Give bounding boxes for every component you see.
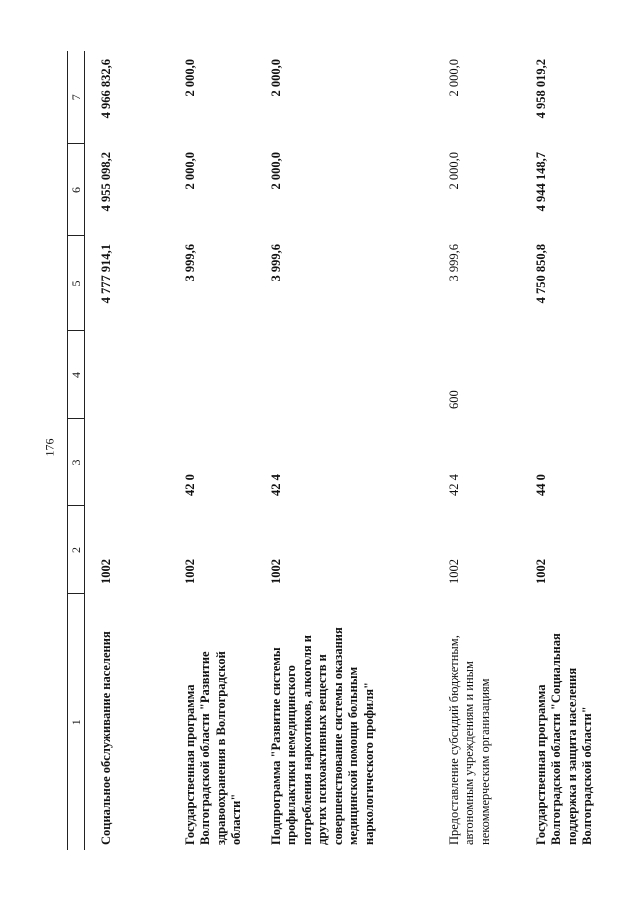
column-header-6: 6 bbox=[68, 144, 85, 236]
program-code-cell: 44 0 bbox=[533, 474, 548, 496]
amount-col7-cell: 4 966 832,6 bbox=[99, 59, 113, 119]
amount-col5-cell: 4 750 850,8 bbox=[533, 244, 548, 304]
amount-col5-cell: 3 999,6 bbox=[268, 244, 283, 282]
amount-col7-cell: 2 000,0 bbox=[446, 59, 461, 97]
amount-col6-cell: 4 955 098,2 bbox=[99, 152, 113, 212]
program-code-cell: 42 4 bbox=[446, 474, 461, 496]
rotated-table-container bbox=[67, 51, 618, 850]
column-header-2: 2 bbox=[68, 506, 85, 594]
amount-col5-cell: 3 999,6 bbox=[182, 244, 197, 282]
amount-col7-cell: 4 958 019,2 bbox=[533, 59, 548, 119]
column-header-3: 3 bbox=[68, 419, 85, 506]
program-code-cell: 42 0 bbox=[182, 474, 197, 496]
expense-type-cell bbox=[85, 331, 181, 419]
expense-type-cell bbox=[532, 331, 640, 419]
column-header-5: 5 bbox=[68, 236, 85, 331]
expense-type-cell bbox=[181, 331, 267, 419]
row-name-cell: Государственная программа Волгоградской области "Развитие здравоохранения в Волгоградской области" bbox=[182, 651, 243, 845]
column-header-4: 4 bbox=[68, 331, 85, 419]
amount-col7-cell: 2 000,0 bbox=[182, 59, 197, 97]
row-name-cell: Подпрограмма "Развитие системы профилактики немедицинского потребления наркотиков, алкоголя и других психоактивных веществ и совершенствование системы оказания медицинской помощи больным наркологического профиля" bbox=[268, 627, 376, 845]
code-section-cell: 1002 bbox=[268, 559, 283, 584]
header-row bbox=[68, 51, 85, 850]
column-header-7: 7 bbox=[68, 51, 85, 144]
amount-col7-cell: 2 000,0 bbox=[268, 59, 283, 97]
code-section-cell: 1002 bbox=[446, 559, 461, 584]
expense-type-cell: 600 bbox=[446, 390, 461, 409]
column-header-1: 1 bbox=[68, 594, 85, 850]
expense-type-cell bbox=[267, 331, 445, 419]
amount-col6-cell: 2 000,0 bbox=[182, 152, 197, 190]
program-code-cell: 42 4 bbox=[268, 474, 283, 496]
amount-col6-cell: 2 000,0 bbox=[268, 152, 283, 190]
table-row bbox=[181, 51, 267, 850]
code-section-cell: 1002 bbox=[182, 559, 197, 584]
program-code-cell bbox=[85, 419, 181, 506]
amount-col5-cell: 4 777 914,1 bbox=[99, 244, 113, 304]
table-row bbox=[267, 51, 445, 850]
amount-col6-cell: 4 944 148,7 bbox=[533, 152, 548, 212]
code-section-cell: 1002 bbox=[533, 559, 548, 584]
table-row bbox=[85, 51, 181, 850]
page-number: 176 bbox=[42, 438, 57, 457]
budget-table bbox=[67, 51, 640, 850]
amount-col6-cell: 2 000,0 bbox=[446, 152, 461, 190]
table-body bbox=[85, 51, 640, 850]
row-name-cell: Государственная программа Волгоградской области "Социальная поддержка и защита населения Волгоградской области" bbox=[533, 633, 594, 845]
amount-col5-cell: 3 999,6 bbox=[446, 244, 461, 282]
code-section-cell: 1002 bbox=[99, 559, 113, 584]
table-row bbox=[445, 51, 532, 850]
row-name-cell: Социальное обслуживание населения bbox=[99, 631, 113, 845]
row-name-cell: Предоставление субсидий бюджетным, автономным учреждениям и иным некоммерческим организациям bbox=[446, 635, 492, 845]
table-row bbox=[532, 51, 640, 850]
